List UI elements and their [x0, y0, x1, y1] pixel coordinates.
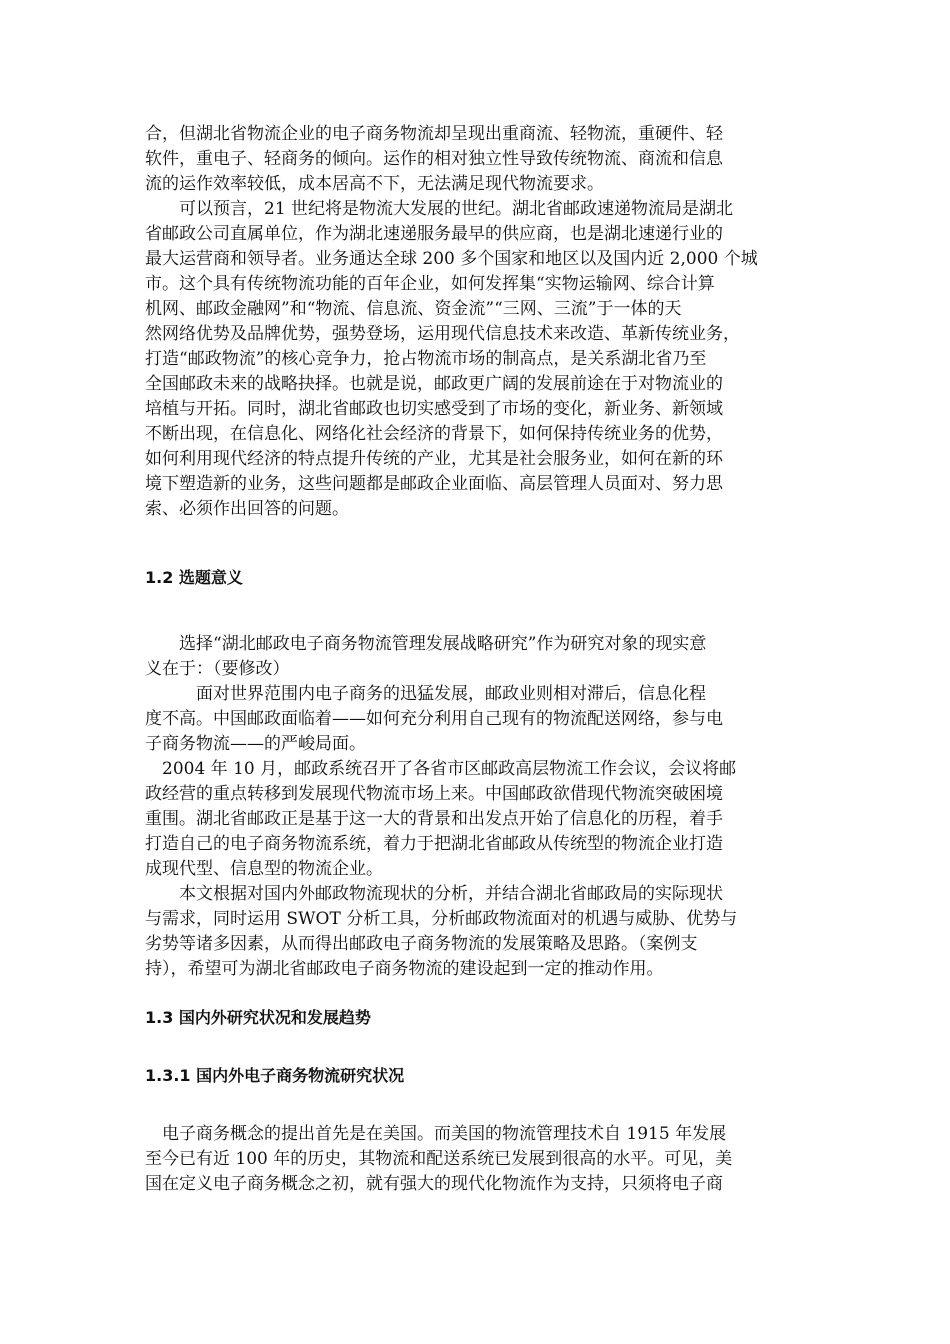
paragraph-21st-century — [145, 197, 813, 522]
text-line: 如何利用现代经济的特点提升传统的产业，尤其是社会服务业，如何在新的环 — [145, 449, 723, 469]
text-line: 与需求，同时运用 SWOT 分析工具，分析邮政物流面对的机遇与威胁、优势与 — [145, 909, 738, 929]
text-line: 合，但湖北省物流企业的电子商务物流却呈现出重商流、轻物流，重硬件、轻 — [145, 124, 723, 144]
text-line: 电子商务概念的提出首先是在美国。而美国的物流管理技术自 1915 年发展 — [145, 1124, 727, 1144]
text-line: 国在定义电子商务概念之初，就有强大的现代化物流作为支持，只须将电子商 — [145, 1174, 723, 1194]
text-line: 重围。湖北省邮政正是基于这一大的背景和出发点开始了信息化的历程，着手 — [145, 809, 723, 829]
text-line: 打造“邮政物流”的核心竞争力，抢占物流市场的制高点，是关系湖北省乃至 — [145, 349, 707, 369]
text-line: 成现代型、信息型的物流企业。 — [145, 859, 383, 879]
paragraph-topic-significance — [145, 632, 813, 682]
text-line: 义在于：（要修改） — [145, 659, 290, 679]
text-line: 省邮政公司直属单位，作为湖北速递服务最早的供应商，也是湖北速递行业的 — [145, 224, 723, 244]
paragraph-ecommerce-origin — [145, 1122, 813, 1197]
text-line: 子商务物流——的严峻局面。 — [145, 734, 366, 754]
text-line: 面对世界范围内电子商务的迅猛发展，邮政业则相对滞后，信息化程 — [145, 684, 706, 704]
text-line: 境下塑造新的业务，这些问题都是邮政企业面临、高层管理人员面对、努力思 — [145, 474, 723, 494]
text-line: 至今已有近 100 年的历史，其物流和配送系统已发展到很高的水平。可见，美 — [145, 1149, 733, 1169]
text-line: 选择“湖北邮政电子商务物流管理发展战略研究”作为研究对象的现实意 — [145, 634, 707, 654]
text-line: 然网络优势及品牌优势，强势登场，运用现代信息技术来改造、革新传统业务， — [145, 324, 740, 344]
paragraph-swot-analysis — [145, 882, 813, 982]
paragraph-logistics-tendency — [145, 122, 813, 197]
paragraph-global-ecommerce — [145, 682, 813, 757]
text-line: 培植与开拓。同时，湖北省邮政也切实感受到了市场的变化，新业务、新领域 — [145, 399, 723, 419]
text-line: 本文根据对国内外邮政物流现状的分析，并结合湖北省邮政局的实际现状 — [145, 884, 723, 904]
text-line: 最大运营商和领导者。业务通达全球 200 多个国家和地区以及国内近 2,000 个城 — [145, 249, 758, 269]
text-line: 市。这个具有传统物流功能的百年企业，如何发挥集“实物运输网、综合计算 — [145, 274, 715, 294]
text-line: 政经营的重点转移到发展现代物流市场上来。中国邮政欲借现代物流突破困境 — [145, 784, 723, 804]
text-line: 全国邮政未来的战略抉择。也就是说，邮政更广阔的发展前途在于对物流业的 — [145, 374, 723, 394]
section-heading-1-2: 1.2 选题意义 — [145, 568, 243, 587]
text-line: 2004 年 10 月，邮政系统召开了各省市区邮政高层物流工作会议，会议将邮 — [145, 759, 737, 779]
text-line: 不断出现，在信息化、网络化社会经济的背景下，如何保持传统业务的优势， — [145, 424, 723, 444]
text-line: 可以预言，21 世纪将是物流大发展的世纪。湖北省邮政速递物流局是湖北 — [145, 199, 734, 219]
text-line: 流的运作效率较低，成本居高不下，无法满足现代物流要求。 — [145, 174, 604, 194]
text-line: 劣势等诸多因素，从而得出邮政电子商务物流的发展策略及思路。（案例支 — [145, 934, 698, 954]
section-heading-1-3-1: 1.3.1 国内外电子商务物流研究状况 — [145, 1066, 405, 1085]
text-line: 持），希望可为湖北省邮政电子商务物流的建设起到一定的推动作用。 — [145, 959, 664, 979]
text-line: 打造自己的电子商务物流系统，着力于把湖北省邮政从传统型的物流企业打造 — [145, 834, 723, 854]
text-line: 软件，重电子、轻商务的倾向。运作的相对独立性导致传统物流、商流和信息 — [145, 149, 723, 169]
text-line: 机网、邮政金融网”和“物流、信息流、资金流”“三网、三流”于一体的天 — [145, 299, 682, 319]
paragraph-2004-conference — [145, 757, 813, 882]
document-page — [145, 122, 813, 1197]
section-heading-1-3: 1.3 国内外研究状况和发展趋势 — [145, 1008, 371, 1027]
text-line: 度不高。中国邮政面临着——如何充分利用自己现有的物流配送网络，参与电 — [145, 709, 723, 729]
text-line: 索、必须作出回答的问题。 — [145, 499, 349, 519]
